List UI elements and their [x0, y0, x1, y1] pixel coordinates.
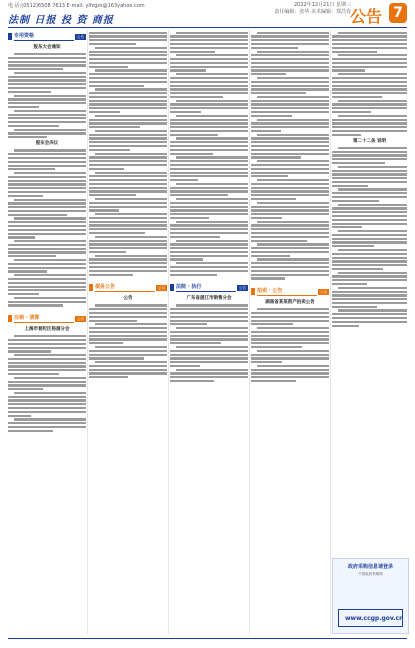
masthead: 法制 日报 投 资 商报	[8, 15, 114, 26]
category-header	[251, 287, 329, 296]
notice-title: 股东会决议	[35, 141, 59, 147]
page-header	[0, 0, 415, 30]
notice-title: 第二十二条 说明	[352, 138, 387, 144]
category-marker-icon	[251, 288, 255, 295]
advertisement-box	[332, 558, 409, 634]
category-marker-icon	[89, 284, 93, 291]
category-name: 法院 · 执行	[176, 283, 236, 292]
notice-body	[8, 53, 86, 138]
category-marker-icon	[8, 33, 12, 40]
notice-title: 湖南省某某资产拍卖公告	[265, 300, 315, 306]
section-title: 公告	[350, 7, 383, 26]
ad-url: www.ccgp.gov.cn	[345, 614, 404, 622]
category-marker-icon	[8, 315, 12, 322]
notice-body	[8, 335, 86, 432]
editor-credits: 责任编辑：张华 美术编辑：郑昌春	[274, 9, 351, 15]
notice-body	[170, 304, 248, 382]
footer-rule	[8, 638, 407, 639]
column-divider	[249, 30, 250, 635]
notice-title: 广东省湛江市销售分会	[186, 296, 232, 302]
category-header	[170, 283, 248, 292]
issue-info	[274, 2, 351, 16]
column-divider	[87, 30, 88, 635]
notice-body	[332, 147, 407, 327]
category-tag: 公告	[77, 34, 84, 39]
notice-body	[251, 308, 329, 382]
category-name: 专用资格	[14, 32, 74, 41]
notice-body	[251, 32, 329, 280]
notice-body	[89, 304, 167, 378]
notice-body	[8, 149, 86, 306]
category-header	[89, 283, 167, 292]
notice-title: 上海市普陀区杨浦分会	[24, 327, 70, 333]
ad-banner	[338, 609, 403, 627]
column-5	[332, 30, 407, 555]
category-name: 债务公告	[95, 283, 155, 292]
column-2	[89, 30, 167, 635]
contact-info: 电 话:(0512)6508 7613 E-mail: ylfzgzs@163yahoo.com	[8, 3, 145, 9]
category-name: 注销 · 清算	[14, 314, 74, 323]
category-tag: 公告	[158, 285, 165, 290]
column-4	[251, 30, 329, 635]
column-divider	[168, 30, 169, 635]
page-number: 7	[389, 3, 407, 23]
column-1	[8, 30, 86, 635]
notice-body	[170, 32, 248, 276]
category-marker-icon	[170, 284, 174, 291]
category-header	[8, 32, 86, 41]
category-tag: 公告	[239, 285, 246, 290]
notice-title: 公告	[123, 296, 133, 302]
header-rule	[8, 27, 407, 28]
notice-body	[332, 32, 407, 136]
notice-title: 股东大会通知	[33, 45, 61, 50]
category-tag: 公告	[320, 289, 327, 294]
category-header	[8, 314, 86, 323]
column-3	[170, 30, 248, 635]
column-divider	[330, 30, 331, 635]
category-tag: 公告	[77, 316, 84, 321]
category-name: 拍卖 · 公告	[257, 287, 317, 296]
notice-body	[89, 32, 167, 276]
ad-title: 政府采购信息请登录	[347, 564, 393, 570]
ad-text: 中国政府采购网	[358, 572, 383, 576]
issue-date: 2022年12月21日 星期三	[293, 2, 351, 8]
